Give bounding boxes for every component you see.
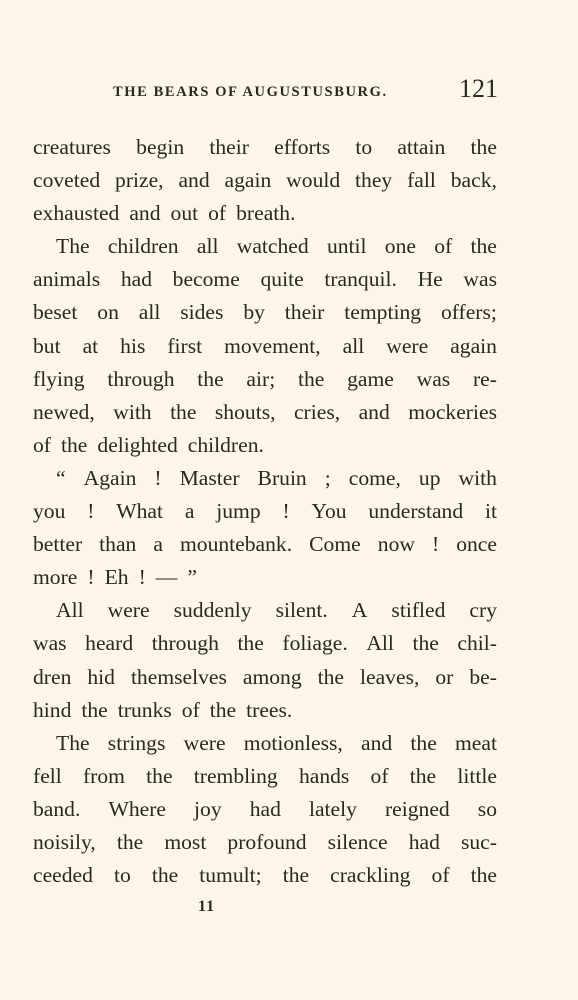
text-line: creatures begin their efforts to attain the xyxy=(33,135,497,159)
text-line: band. Where joy had lately reigned so xyxy=(33,796,497,821)
text-line: All were suddenly silent. A stifled cry xyxy=(56,598,497,623)
text-line: “ Again ! Master Bruin ; come, up with xyxy=(56,465,497,490)
running-title: THE BEARS OF AUGUSTUSBURG. xyxy=(113,84,388,100)
text-line: animals had become quite tranquil. He was xyxy=(33,267,497,292)
text-line: you ! What a jump ! You understand it xyxy=(33,499,497,524)
text-line: beset on all sides by their tempting offers; xyxy=(33,300,497,325)
text-line: flying through the air; the game was re- xyxy=(33,366,497,391)
text-line: The children all watched until one of the xyxy=(56,234,497,259)
text-line: exhausted and out of breath. xyxy=(33,201,296,226)
text-line: newed, with the shouts, cries, and mockeries xyxy=(33,399,497,424)
text-line: of the delighted children. xyxy=(33,432,264,457)
text-line: dren hid themselves among the leaves, or be- xyxy=(33,664,497,689)
text-line: was heard through the foliage. All the chil- xyxy=(33,631,497,656)
text-line: more ! Eh ! — ” xyxy=(33,565,197,590)
signature-mark: 11 xyxy=(198,898,216,915)
text-line: coveted prize, and again would they fall back, xyxy=(33,168,497,193)
body-text xyxy=(33,131,497,892)
page-number: 121 xyxy=(459,74,498,103)
text-line: hind the trunks of the trees. xyxy=(33,697,293,722)
text-line: better than a mountebank. Come now ! once xyxy=(33,532,497,557)
text-line: noisily, the most profound silence had suc- xyxy=(33,829,497,854)
text-line: fell from the trembling hands of the little xyxy=(33,763,497,788)
text-line: but at his first movement, all were again xyxy=(33,333,497,358)
running-head xyxy=(0,74,578,110)
text-line: ceeded to the tumult; the crackling of the xyxy=(33,863,497,888)
text-line: The strings were motionless, and the meat xyxy=(56,730,497,755)
